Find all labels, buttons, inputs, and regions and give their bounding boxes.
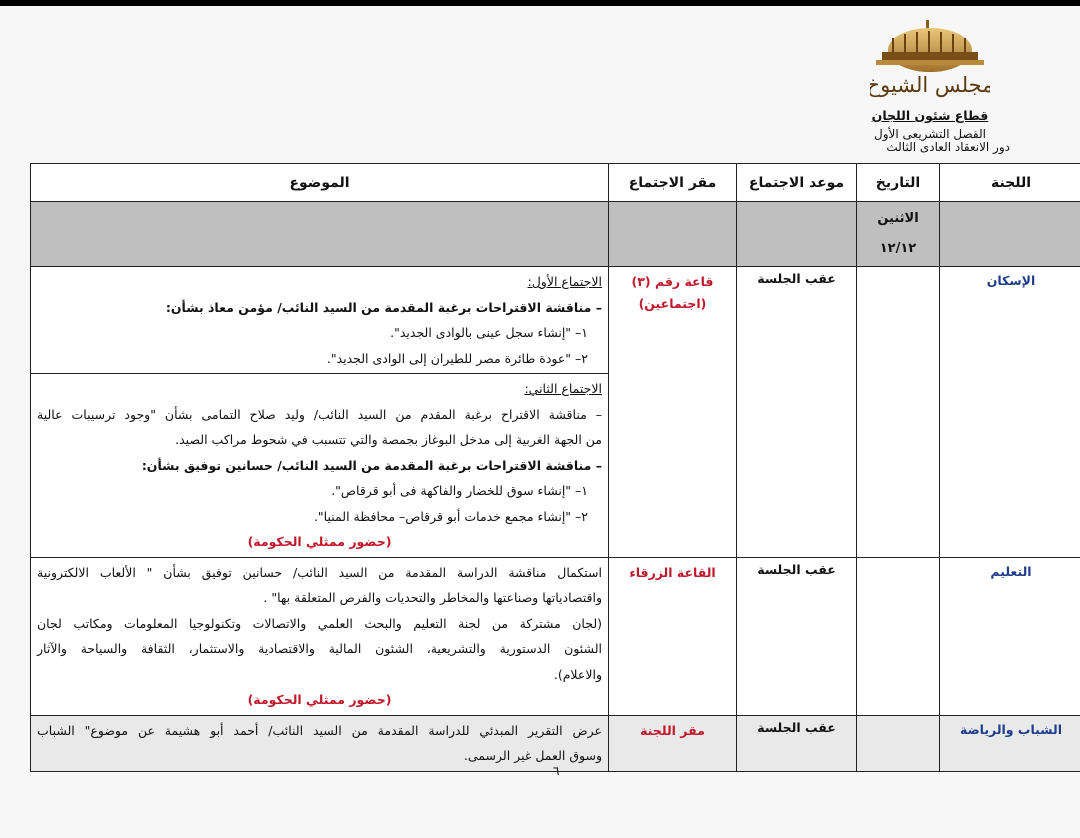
housing-venue-note: (اجتماعين)	[638, 296, 707, 311]
day-empty-topic	[31, 202, 609, 267]
education-line2: واقتصادياتها وصناعتها والمخاطر والتحديات والفرص المتعلقة بها" .	[263, 590, 602, 605]
meeting1-title: الاجتماع الأول:	[527, 274, 602, 289]
meeting1-line2: ١– "إنشاء سجل عينى بالوادى الجديد".	[390, 325, 588, 340]
housing-time: عقب الجلسة	[737, 267, 857, 558]
sector-title: قطاع شئون اللجان	[871, 108, 989, 123]
day-date-cell	[857, 202, 940, 267]
chapter-line: الفصل التشريعى الأول	[874, 127, 986, 141]
document-header	[850, 20, 1010, 144]
day-row	[31, 202, 1080, 267]
meeting2-line2: من الجهة الغربية إلى مدخل البوغاز بجمصة والتي تتسبب في شحوط مراكب الصيد.	[175, 432, 602, 447]
header-topic: الموضوع	[31, 164, 609, 202]
day-empty-venue	[609, 202, 737, 267]
session-line: دور الانعقاد العادى الثالث	[886, 140, 1010, 154]
day-name: الاثنين	[877, 211, 919, 226]
housing-date-empty	[857, 267, 940, 558]
meeting2-line5: ٢– "إنشاء مجمع خدمات أبو قرقاص– محافظة المنيا".	[313, 508, 588, 524]
education-time: عقب الجلسة	[737, 557, 857, 715]
youth-line2: وسوق العمل غير الرسمى.	[463, 748, 602, 763]
meeting2-gov: (حضور ممثلي الحكومة)	[247, 534, 392, 549]
education-line1: استكمال مناقشة الدراسة المقدمة من السيد النائب/ حسانين توفيق بشأن " الألعاب الالكترونية	[37, 564, 602, 580]
meeting2-title: الاجتماع الثاني:	[524, 381, 602, 396]
education-topic	[31, 557, 609, 715]
youth-line1: عرض التقرير المبدئي للدراسة المقدمة من السيد النائب/ أحمد أبو هشيمة عن موضوع" الشباب	[37, 722, 602, 738]
youth-topic	[31, 715, 609, 771]
housing-meeting2	[31, 374, 609, 558]
housing-venue-room: قاعة رقم (٣)	[631, 274, 714, 289]
meeting2-line1: – مناقشة الاقتراح برغبة المقدم من السيد النائب/ وليد صلاح التمامى بشأن "وجود ترسيبات عالية	[37, 406, 602, 422]
committee-housing: الإسكان	[940, 267, 1080, 558]
education-line4: الشئون الدستورية والتشريعية، الشئون المالية والاقتصادية والاستثمار، الثقافة والسياحة والآثار	[37, 641, 602, 656]
header-venue: مقر الاجتماع	[609, 164, 737, 202]
header-committee: اللجنة	[940, 164, 1080, 202]
day-empty-time	[737, 202, 857, 267]
table-row	[31, 715, 1080, 771]
committee-youth: الشباب والرياضة	[940, 715, 1080, 771]
youth-time: عقب الجلسة	[737, 715, 857, 771]
meeting1-line3: ٢– "عودة طائرة مصر للطيران إلى الوادى الجديد".	[326, 350, 588, 366]
housing-meeting1	[31, 267, 609, 374]
table-row	[31, 557, 1080, 715]
day-date: ١٢/١٢	[879, 241, 917, 256]
education-gov: (حضور ممثلي الحكومة)	[247, 692, 392, 707]
page-number: ٦	[553, 764, 560, 778]
youth-date-empty	[857, 715, 940, 771]
header-time: موعد الاجتماع	[737, 164, 857, 202]
education-date-empty	[857, 557, 940, 715]
youth-venue: مقر اللجنة	[609, 715, 737, 771]
meeting1-line1: – مناقشة الاقتراحات برغبة المقدمة من السيد النائب/ مؤمن معاذ بشأن:	[165, 299, 602, 315]
education-line3: (لجان مشتركة من لجنة التعليم والبحث العلمي والاتصالات وتكنولوجيا المعلومات ومكاتب لجان	[37, 615, 602, 631]
document-page	[0, 6, 1080, 838]
table-row	[31, 267, 1080, 374]
table-header-row	[31, 164, 1080, 202]
meeting2-line3: – مناقشة الاقتراحات برغبة المقدمة من السيد النائب/ حسانين توفيق بشأن:	[141, 457, 602, 473]
schedule-table	[30, 163, 1080, 772]
education-line5: والاعلام).	[553, 666, 602, 682]
header-date: التاريخ	[857, 164, 940, 202]
senate-logo	[870, 20, 990, 102]
svg-text:مجلس الشيوخ: مجلس الشيوخ	[870, 73, 990, 97]
housing-venue	[609, 267, 737, 558]
day-empty-committee	[940, 202, 1080, 267]
committee-education: التعليم	[940, 557, 1080, 715]
meeting2-line4: ١– "إنشاء سوق للخضار والفاكهة فى أبو قرقاص".	[331, 483, 588, 498]
education-venue: القاعة الزرقاء	[609, 557, 737, 715]
